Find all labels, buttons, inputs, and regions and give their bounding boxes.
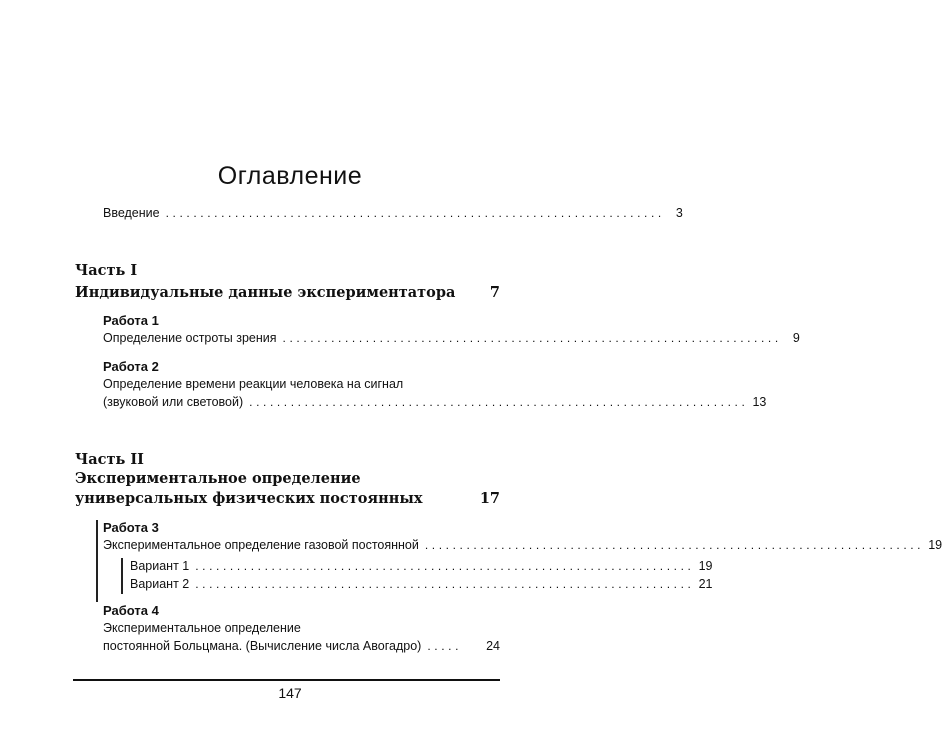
work-heading: Работа 4 — [103, 603, 159, 618]
toc-page-number: 17 — [479, 490, 500, 507]
dot-leader: ........................................................................ — [282, 331, 782, 345]
part-title: Экспериментальное определение — [75, 470, 361, 487]
work-heading: Работа 1 — [103, 313, 159, 328]
dot-leader: ........................................................................ — [195, 577, 695, 591]
toc-entry-part1[interactable] — [75, 284, 500, 301]
toc-entry-line: Экспериментальное определение — [103, 621, 301, 635]
toc-entry-intro[interactable] — [103, 206, 683, 220]
toc-entry-label: Введение — [103, 206, 160, 220]
toc-entry-variant2[interactable] — [130, 577, 713, 591]
part-heading: Часть II — [75, 451, 144, 468]
toc-entry-work3[interactable] — [103, 538, 942, 552]
toc-entry-label: Вариант 2 — [130, 577, 190, 591]
work-heading: Работа 3 — [103, 520, 159, 535]
toc-entry-work4[interactable] — [103, 639, 500, 653]
toc-page-number: 3 — [675, 206, 683, 220]
footer-rule — [73, 679, 500, 681]
section-bracket — [96, 520, 98, 602]
toc-entry-label: Вариант 1 — [130, 559, 190, 573]
dot-leader: ........................................................................ — [195, 559, 695, 573]
toc-page-number: 24 — [486, 639, 500, 653]
dot-leader: ..... — [427, 639, 462, 653]
page-title: Оглавление — [217, 162, 363, 190]
work-heading: Работа 2 — [103, 359, 159, 374]
part-title: универсальных физических постоянных — [75, 490, 423, 507]
toc-page-number: 9 — [792, 331, 800, 345]
dot-leader: ........................................................................ — [249, 395, 749, 409]
dot-leader: ........................................................................ — [424, 538, 925, 552]
toc-entry-work2[interactable] — [103, 395, 767, 409]
part-heading: Часть I — [75, 262, 138, 279]
variant-bracket — [121, 558, 123, 594]
toc-page-number: 13 — [752, 395, 767, 409]
page-number: 147 — [278, 685, 302, 701]
toc-page-number: 19 — [698, 559, 713, 573]
toc-entry-label: (звуковой или световой) — [103, 395, 244, 409]
toc-entry-work1[interactable] — [103, 331, 800, 345]
toc-entry-label: постоянной Больцмана. (Вычисление числа Авогадро) — [103, 639, 422, 653]
part-title: Индивидуальные данные экспериментатора — [75, 284, 456, 301]
toc-page-number: 7 — [489, 284, 500, 301]
toc-page-number: 19 — [928, 538, 942, 552]
toc-entry-label: Экспериментальное определение газовой постоянной — [103, 538, 419, 552]
toc-entry-part2[interactable] — [75, 490, 500, 507]
dot-leader: ........................................................................ — [165, 206, 665, 220]
toc-page-number: 21 — [698, 577, 713, 591]
toc-entry-label: Определение остроты зрения — [103, 331, 277, 345]
toc-entry-variant1[interactable] — [130, 559, 713, 573]
toc-entry-line: Определение времени реакции человека на сигнал — [103, 377, 404, 391]
